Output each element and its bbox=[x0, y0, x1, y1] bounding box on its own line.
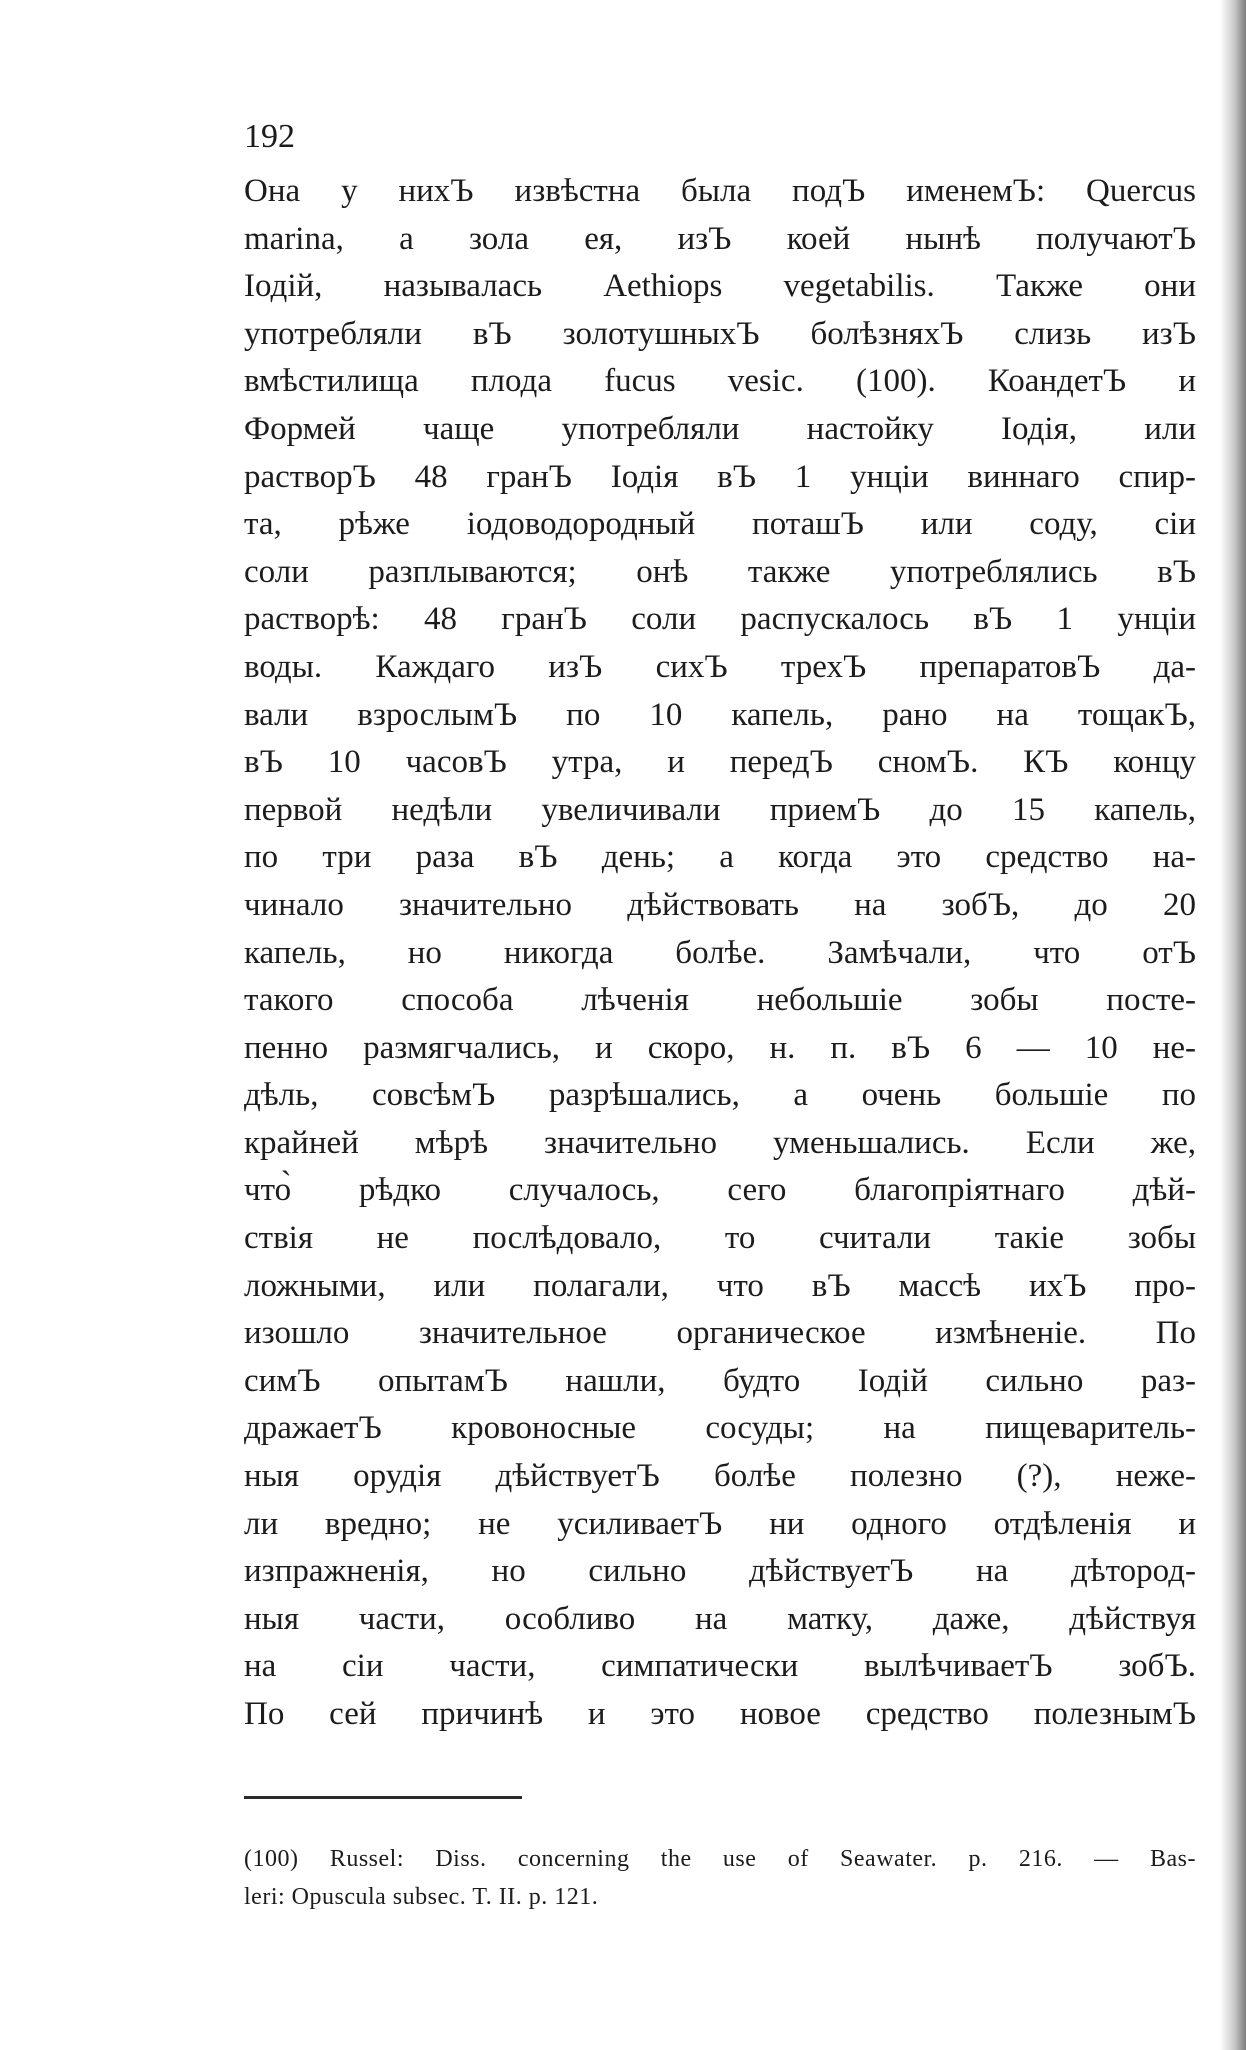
text-line: соли разплываются; онѣ также употреблялись вЪ bbox=[244, 553, 1196, 590]
footnotes bbox=[244, 1840, 1196, 1916]
text-line: употребляли вЪ золотушныхЪ болѣзняхЪ слизь изЪ bbox=[244, 315, 1196, 352]
text-line: растворЪ 48 гранЪ Іодія вЪ 1 унціи виннаго спир- bbox=[244, 458, 1196, 495]
footnote-divider bbox=[244, 1796, 522, 1799]
text-line: такого способа лѣченія небольшіе зобы посте- bbox=[244, 982, 1196, 1019]
text-line: по три раза вЪ день; а когда это средство на- bbox=[244, 839, 1196, 876]
body-text bbox=[244, 168, 1196, 1739]
page-number: 192 bbox=[244, 118, 295, 155]
text-line: та, рѣже іодоводородный поташЪ или соду, сіи bbox=[244, 506, 1196, 543]
text-line: крайней мѣрѣ значительно уменьшались. Если же, bbox=[244, 1124, 1196, 1161]
text-line: ствія не послѣдовало, то считали такіе зобы bbox=[244, 1220, 1196, 1257]
footnote-line: leri: Opuscula subsec. T. II. p. 121. bbox=[244, 1884, 599, 1910]
text-line: Іодій, называлась Aethiops vegetabilis. Также они bbox=[244, 268, 1196, 305]
text-line: Она у нихЪ извѣстна была подЪ именемЪ: Quercus bbox=[244, 173, 1196, 209]
text-line: ныя орудія дѣйствуетЪ болѣе полезно (?), неже- bbox=[244, 1458, 1196, 1495]
text-line: ли вредно; не усиливаетЪ ни одного отдѣленія и bbox=[244, 1505, 1196, 1542]
text-line: дѣль, совсѣмЪ разрѣшались, а очень большіе по bbox=[244, 1077, 1196, 1114]
text-line: воды. Каждаго изЪ сихЪ трехЪ препаратовЪ да- bbox=[244, 648, 1196, 685]
text-line: первой недѣли увеличивали приемЪ до 15 капель, bbox=[244, 791, 1196, 828]
text-line: вЪ 10 часовЪ утра, и передЪ сномЪ. КЪ концу bbox=[244, 744, 1196, 781]
text-line: капель, но никогда болѣе. Замѣчали, что отЪ bbox=[244, 934, 1196, 971]
text-line: что̀ рѣдко случалось, сего благопріятнаго дѣй- bbox=[244, 1172, 1196, 1209]
text-line: По сей причинѣ и это новое средство полезнымЪ bbox=[244, 1696, 1196, 1732]
page-edge-shadow bbox=[1220, 0, 1246, 2050]
text-line: дражаетЪ кровоносные сосуды; на пищеваритель- bbox=[244, 1410, 1196, 1447]
text-line: ныя части, особливо на матку, даже, дѣйствуя bbox=[244, 1600, 1196, 1637]
text-line: вали взрослымЪ по 10 капель, рано на тощакЪ, bbox=[244, 696, 1196, 733]
text-line: marina, а зола ея, изЪ коей нынѣ получаютЪ bbox=[244, 220, 1196, 257]
text-line: ложными, или полагали, что вЪ массѣ ихЪ про- bbox=[244, 1267, 1196, 1304]
text-line: вмѣстилища плода fucus vesic. (100). КоандетЪ и bbox=[244, 363, 1196, 400]
text-line: пенно размягчались, и скоро, н. п. вЪ 6 — 10 не- bbox=[244, 1029, 1196, 1066]
text-line: на сіи части, симпатически вылѣчиваетЪ зобЪ. bbox=[244, 1648, 1196, 1685]
text-line: чинало значительно дѣйствовать на зобЪ, до 20 bbox=[244, 886, 1196, 923]
text-line: Формей чаще употребляли настойку Іодія, или bbox=[244, 410, 1196, 447]
text-line: растворѣ: 48 гранЪ соли распускалось вЪ 1 унціи bbox=[244, 601, 1196, 638]
footnote-line: (100) Russel: Diss. concerning the use of Seawater. p. 216. — Bas- bbox=[244, 1846, 1196, 1872]
text-line: изошло значительное органическое измѣненіе. По bbox=[244, 1315, 1196, 1352]
text-line: симЪ опытамЪ нашли, будто Іодій сильно раз- bbox=[244, 1362, 1196, 1399]
text-line: изпражненія, но сильно дѣйствуетЪ на дѣтород- bbox=[244, 1553, 1196, 1590]
